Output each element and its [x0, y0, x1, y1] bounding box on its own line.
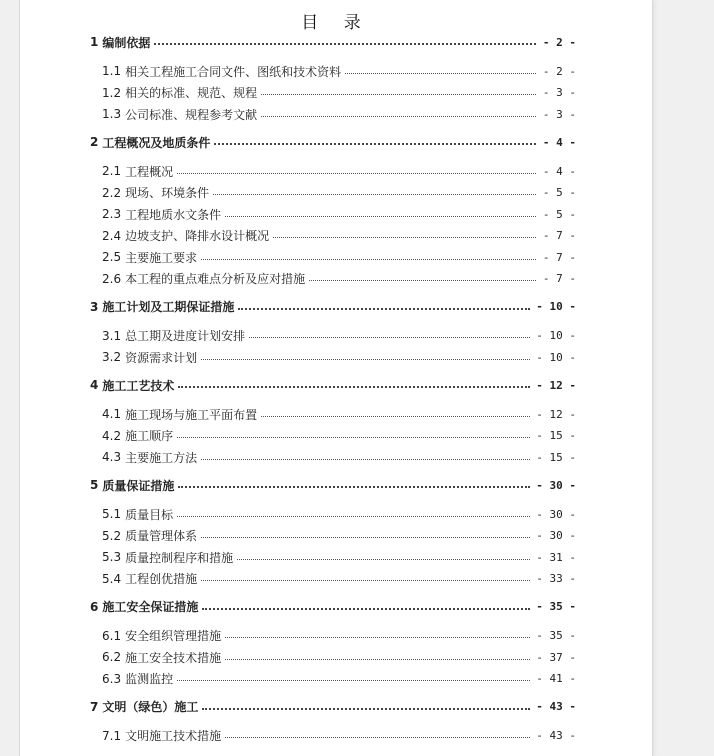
dot-leader: [225, 206, 536, 217]
toc-page-number: - 10 -: [536, 350, 576, 364]
toc-entry-number: 5.2: [102, 528, 122, 543]
toc-entry-number: 2.5: [102, 250, 122, 264]
dot-leader: [213, 184, 536, 195]
toc-page-number: - 15 -: [536, 429, 576, 442]
dot-leader: [249, 327, 530, 338]
toc-page-number: - 30 -: [536, 507, 576, 521]
toc-entry-label: 相关工程施工合同文件、图纸和技术资料: [125, 64, 342, 79]
dot-leader: [309, 270, 536, 281]
toc-entry-number: 2.2: [102, 185, 122, 200]
toc-page-number: - 4 -: [542, 135, 576, 149]
dot-leader: [178, 376, 530, 388]
toc-entry-number: 1: [90, 35, 99, 49]
toc-entry-number: 4: [90, 378, 99, 392]
toc-section[interactable]: [20, 447, 652, 467]
toc-page-number: - 3 -: [542, 86, 576, 99]
toc-page-number: - 31 -: [536, 550, 576, 564]
toc-title: 目 录: [301, 13, 371, 33]
toc-entry-number: 2.6: [102, 271, 122, 286]
toc-entry-number: 5: [90, 478, 99, 492]
toc-page-number: - 33 -: [536, 572, 576, 585]
dot-leader: [178, 476, 530, 488]
toc-section[interactable]: [20, 626, 652, 646]
dot-leader: [202, 598, 530, 610]
dot-leader: [345, 63, 536, 74]
toc-entry-number: 1.1: [102, 64, 122, 78]
dot-leader: [201, 527, 530, 538]
toc-entry-label: 质量保证措施: [102, 478, 175, 493]
toc-section[interactable]: [20, 726, 652, 746]
toc-entry-number: 3: [90, 299, 99, 314]
toc-entry-number: 2.4: [102, 228, 122, 243]
toc-entry-label: 文明（绿色）施工: [102, 700, 199, 714]
toc-entry-label: 施工计划及工期保证措施: [102, 300, 235, 314]
toc-entry-label: 工程概况: [125, 164, 174, 179]
toc-page-number: - 43 -: [536, 700, 576, 713]
toc-entry-label: 施工安全保证措施: [102, 600, 199, 614]
toc-section[interactable]: [20, 504, 652, 524]
dot-leader: [154, 33, 536, 45]
toc-page-number: - 37 -: [536, 650, 576, 664]
toc-chapter[interactable]: [20, 697, 652, 717]
toc-entry-label: 监测监控: [125, 672, 174, 686]
toc-page-number: - 3 -: [542, 107, 576, 121]
toc-section[interactable]: [20, 183, 652, 203]
toc-entry-label: 工程概况及地质条件: [102, 135, 211, 150]
dot-leader: [177, 163, 536, 174]
toc-section[interactable]: [20, 526, 652, 546]
toc-page-number: - 15 -: [536, 450, 576, 464]
toc-page-number: - 10 -: [536, 300, 576, 313]
toc-entry-number: 6: [90, 599, 99, 614]
toc-entry-number: 5.1: [102, 507, 122, 521]
toc-page-number: - 43 -: [536, 729, 576, 742]
toc-entry-number: 4.3: [102, 450, 122, 464]
toc-entry-number: 2.1: [102, 164, 122, 178]
dot-leader: [261, 406, 530, 417]
dot-leader: [201, 449, 530, 460]
toc-entry-number: 7: [90, 699, 99, 714]
toc-page-number: - 2 -: [542, 64, 576, 78]
toc-entry-number: 4.2: [102, 428, 122, 443]
toc-section[interactable]: [20, 247, 652, 267]
dot-leader: [177, 506, 530, 517]
toc-page-number: - 12 -: [536, 378, 576, 392]
dot-leader: [225, 627, 530, 638]
toc-entry-label: 主要施工要求: [125, 250, 198, 265]
toc-section[interactable]: [20, 83, 652, 103]
toc-entry-number: 5.4: [102, 571, 122, 586]
toc-page-number: - 5 -: [542, 186, 576, 199]
toc-entry-label: 施工安全技术措施: [125, 650, 222, 665]
toc-section[interactable]: [20, 669, 652, 689]
toc-page-number: - 7 -: [542, 272, 576, 285]
toc-section[interactable]: [20, 204, 652, 224]
toc-entry-label: 边坡支护、降排水设计概况: [125, 229, 270, 243]
toc-entry-label: 主要施工方法: [125, 450, 198, 465]
toc-page-number: - 7 -: [542, 229, 576, 242]
toc-entry-label: 相关的标准、规范、规程: [125, 86, 258, 100]
toc-section[interactable]: [20, 61, 652, 81]
toc-entry-number: 4.1: [102, 407, 122, 421]
toc-page-number: - 4 -: [542, 164, 576, 178]
toc-entry-number: 7.1: [102, 728, 122, 743]
toc-section[interactable]: [20, 104, 652, 124]
toc-entry-number: 6.3: [102, 671, 122, 686]
toc-section[interactable]: [20, 547, 652, 567]
toc-entry-label: 编制依据: [102, 35, 151, 50]
dot-leader: [261, 106, 536, 117]
dot-leader: [177, 427, 530, 438]
toc-entry-number: 2.3: [102, 207, 122, 221]
dot-leader: [177, 670, 530, 681]
dot-leader: [201, 349, 530, 360]
dot-leader: [201, 249, 536, 260]
toc-entry-number: 5.3: [102, 550, 122, 564]
toc-entry-label: 文明施工技术措施: [125, 729, 222, 743]
dot-leader: [225, 649, 530, 660]
toc-entry-number: 2: [90, 135, 99, 149]
left-gutter: [0, 0, 20, 756]
toc-chapter[interactable]: [20, 297, 652, 317]
toc-section[interactable]: [20, 347, 652, 367]
dot-leader: [214, 133, 536, 145]
toc-entry-label: 质量目标: [125, 507, 174, 522]
toc-entry-label: 工程地质水文条件: [125, 207, 222, 222]
toc-page-number: - 12 -: [536, 407, 576, 421]
toc-section[interactable]: [20, 647, 652, 667]
toc-section[interactable]: [20, 326, 652, 346]
dot-leader: [273, 227, 536, 238]
toc-entry-number: 6.1: [102, 628, 122, 643]
toc-section[interactable]: [20, 426, 652, 446]
toc-section[interactable]: [20, 269, 652, 289]
toc-chapter[interactable]: [20, 375, 652, 395]
toc-entry-number: 3.2: [102, 350, 122, 364]
toc-section[interactable]: [20, 161, 652, 181]
toc-entry-label: 本工程的重点难点分析及应对措施: [125, 272, 306, 286]
toc-chapter[interactable]: [20, 132, 652, 152]
dot-leader: [225, 727, 530, 738]
toc-chapter[interactable]: [20, 597, 652, 617]
toc-entry-number: 1.2: [102, 85, 122, 100]
toc-entry-label: 公司标准、规程参考文献: [125, 107, 258, 122]
toc-entry-label: 质量管理体系: [125, 529, 198, 543]
toc-entry-label: 现场、环境条件: [125, 186, 210, 200]
toc-section[interactable]: [20, 404, 652, 424]
toc-page-number: - 30 -: [536, 529, 576, 542]
toc-page-number: - 7 -: [542, 250, 576, 264]
toc-entry-number: 6.2: [102, 650, 122, 664]
toc-page-number: - 5 -: [542, 207, 576, 221]
toc-entry-label: 工程创优措施: [125, 572, 198, 586]
right-gutter: [652, 0, 714, 756]
toc-entry-label: 安全组织管理措施: [125, 629, 222, 643]
toc-chapter[interactable]: [20, 32, 652, 52]
toc-page-number: - 35 -: [536, 629, 576, 642]
dot-leader: [238, 298, 530, 310]
toc-section[interactable]: [20, 569, 652, 589]
document-page: [20, 0, 652, 756]
toc-page-number: - 35 -: [536, 600, 576, 613]
toc-entry-label: 资源需求计划: [125, 350, 198, 365]
toc-entry-label: 施工顺序: [125, 429, 174, 443]
toc-entry-number: 1.3: [102, 107, 122, 121]
dot-leader: [237, 549, 530, 560]
toc-page-number: - 30 -: [536, 478, 576, 492]
toc-entry-label: 施工工艺技术: [102, 378, 175, 393]
toc-entry-label: 总工期及进度计划安排: [125, 329, 246, 343]
toc-page-number: - 10 -: [536, 329, 576, 342]
toc-entry-label: 质量控制程序和措施: [125, 550, 234, 565]
dot-leader: [202, 698, 530, 710]
toc-entry-label: 施工现场与施工平面布置: [125, 407, 258, 422]
dot-leader: [201, 570, 530, 581]
toc-chapter[interactable]: [20, 475, 652, 495]
toc-page-number: - 2 -: [542, 35, 576, 49]
dot-leader: [261, 84, 536, 95]
toc-section[interactable]: [20, 226, 652, 246]
toc-entry-number: 3.1: [102, 328, 122, 343]
toc-page-number: - 41 -: [536, 672, 576, 685]
